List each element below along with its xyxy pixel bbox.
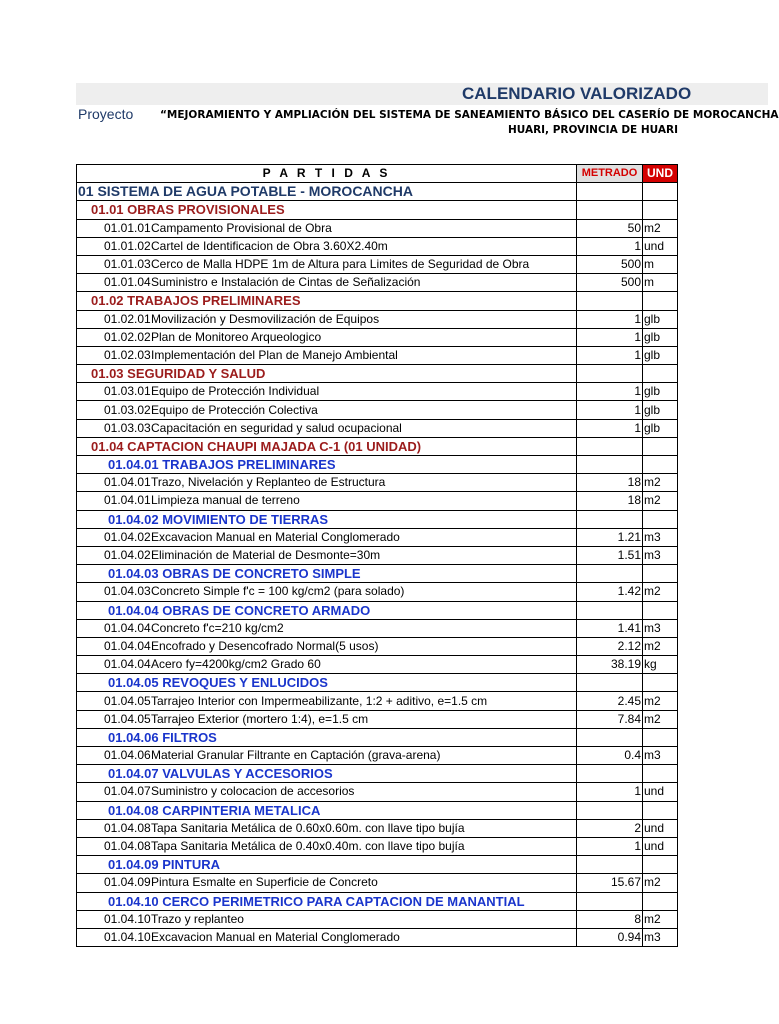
partida-description: Limpieza manual de terreno <box>151 493 300 508</box>
metrado-cell: 1.21 <box>577 528 643 546</box>
und-cell: m <box>643 255 678 273</box>
partida-description: Suministro e Instalación de Cintas de Señalización <box>151 275 421 290</box>
partida-cell <box>77 383 577 401</box>
und-cell: glb <box>643 310 678 328</box>
partidas-table <box>76 164 678 947</box>
table-row <box>77 928 678 946</box>
partida-description: Pintura Esmalte en Superficie de Concreto <box>151 875 378 890</box>
partida-code: 01.04.07 <box>104 784 151 799</box>
partida-description: Equipo de Protección Individual <box>151 384 320 399</box>
partida-cell <box>77 255 577 273</box>
partida-code: 01.02.02 <box>104 329 151 344</box>
partida-description: Excavacion Manual en Material Conglomerado <box>151 929 400 944</box>
metrado-cell: 38.19 <box>577 656 643 674</box>
table-row <box>77 528 678 546</box>
table-row <box>77 546 678 564</box>
partida-description: Tapa Sanitaria Metálica de 0.60x0.60m. con llave tipo bujía <box>151 820 465 835</box>
table-row <box>77 401 678 419</box>
table-row <box>77 619 678 637</box>
section-row <box>77 437 678 455</box>
partida-description: Tarrajeo Exterior (mortero 1:4), e=1.5 cm <box>151 711 369 726</box>
und-cell <box>643 292 678 310</box>
partida-description: Movilización y Desmovilización de Equipos <box>151 311 380 326</box>
table-row <box>77 346 678 364</box>
table-row <box>77 328 678 346</box>
partida-cell <box>77 328 577 346</box>
partida-cell <box>77 492 577 510</box>
section-row <box>77 292 678 310</box>
metrado-cell: 500 <box>577 255 643 273</box>
und-cell <box>643 510 678 528</box>
partidas-table-container <box>76 164 677 950</box>
partida-cell <box>77 346 577 364</box>
header-partidas: P A R T I D A S <box>77 165 577 183</box>
section-label: 01.04.01 TRABAJOS PRELIMINARES <box>77 456 577 474</box>
partida-code: 01.03.02 <box>104 402 151 417</box>
metrado-cell <box>577 728 643 746</box>
section-label: 01.03 SEGURIDAD Y SALUD <box>77 365 577 383</box>
partida-code: 01.04.08 <box>104 839 151 854</box>
und-cell: glb <box>643 401 678 419</box>
partida-code: 01.01.03 <box>104 257 151 272</box>
partida-code: 01.04.10 <box>104 911 151 926</box>
und-cell: m3 <box>643 619 678 637</box>
partida-description: Excavacion Manual en Material Conglomerado <box>151 529 400 544</box>
partida-code: 01.04.10 <box>104 929 151 944</box>
partida-cell <box>77 783 577 801</box>
und-cell <box>643 565 678 583</box>
und-cell: kg <box>643 656 678 674</box>
table-header-row <box>77 165 678 183</box>
subsection-row <box>77 801 678 819</box>
metrado-cell: 1 <box>577 346 643 364</box>
metrado-cell <box>577 892 643 910</box>
section-label: 01.04.05 REVOQUES Y ENLUCIDOS <box>77 674 577 692</box>
section-label: 01.01 OBRAS PROVISIONALES <box>77 201 577 219</box>
und-cell: m <box>643 274 678 292</box>
metrado-cell: 7.84 <box>577 710 643 728</box>
proyecto-description <box>160 108 779 138</box>
partida-description: Campamento Provisional de Obra <box>151 220 332 235</box>
und-cell: m2 <box>643 910 678 928</box>
partida-code: 01.04.04 <box>104 638 151 653</box>
metrado-cell <box>577 801 643 819</box>
partida-code: 01.01.04 <box>104 275 151 290</box>
partida-cell <box>77 619 577 637</box>
und-cell: glb <box>643 419 678 437</box>
metrado-cell <box>577 183 643 201</box>
partida-code: 01.03.03 <box>104 420 151 435</box>
table-row <box>77 692 678 710</box>
und-cell: und <box>643 237 678 255</box>
und-cell: m2 <box>643 492 678 510</box>
und-cell: m2 <box>643 637 678 655</box>
und-cell <box>643 856 678 874</box>
table-row <box>77 274 678 292</box>
metrado-cell <box>577 201 643 219</box>
partida-cell <box>77 928 577 946</box>
section-label: 01.04.10 CERCO PERIMETRICO PARA CAPTACION DE MANANTIAL <box>77 892 577 910</box>
partida-cell <box>77 637 577 655</box>
partida-description: Cartel de Identificacion de Obra 3.60X2.40m <box>151 238 388 253</box>
partida-code: 01.01.01 <box>104 220 151 235</box>
table-row <box>77 237 678 255</box>
partida-description: Tapa Sanitaria Metálica de 0.40x0.40m. con llave tipo bujía <box>151 839 465 854</box>
partida-description: Material Granular Filtrante en Captación (grava-arena) <box>151 748 441 763</box>
page-title: CALENDARIO VALORIZADO <box>462 84 692 103</box>
partida-cell <box>77 528 577 546</box>
section-row <box>77 365 678 383</box>
partida-cell <box>77 874 577 892</box>
partida-code: 01.02.01 <box>104 311 151 326</box>
metrado-cell <box>577 565 643 583</box>
und-cell: m2 <box>643 710 678 728</box>
metrado-cell: 1 <box>577 237 643 255</box>
und-cell <box>643 365 678 383</box>
partida-code: 01.04.01 <box>104 493 151 508</box>
metrado-cell <box>577 856 643 874</box>
partida-cell <box>77 692 577 710</box>
und-cell <box>643 201 678 219</box>
und-cell: m2 <box>643 474 678 492</box>
und-cell: glb <box>643 346 678 364</box>
subsection-row <box>77 765 678 783</box>
header-und: UND <box>643 165 678 183</box>
partida-code: 01.04.08 <box>104 820 151 835</box>
table-row <box>77 819 678 837</box>
subsection-row <box>77 456 678 474</box>
und-cell <box>643 674 678 692</box>
metrado-cell: 1.41 <box>577 619 643 637</box>
table-row <box>77 783 678 801</box>
table-row <box>77 637 678 655</box>
metrado-cell: 1 <box>577 310 643 328</box>
metrado-cell: 500 <box>577 274 643 292</box>
metrado-cell: 50 <box>577 219 643 237</box>
partida-cell <box>77 583 577 601</box>
und-cell <box>643 728 678 746</box>
partida-code: 01.02.03 <box>104 347 151 362</box>
und-cell: m2 <box>643 219 678 237</box>
und-cell: m2 <box>643 874 678 892</box>
section-label: 01 SISTEMA DE AGUA POTABLE - MOROCANCHA <box>77 183 577 201</box>
und-cell: m3 <box>643 546 678 564</box>
section-label: 01.02 TRABAJOS PRELIMINARES <box>77 292 577 310</box>
metrado-cell: 15.67 <box>577 874 643 892</box>
table-row <box>77 583 678 601</box>
und-cell <box>643 801 678 819</box>
metrado-cell <box>577 437 643 455</box>
metrado-cell <box>577 365 643 383</box>
table-row <box>77 656 678 674</box>
partida-description: Plan de Monitoreo Arqueologico <box>151 329 322 344</box>
und-cell <box>643 601 678 619</box>
subsection-row <box>77 892 678 910</box>
metrado-cell: 0.4 <box>577 747 643 765</box>
section-label: 01.04.09 PINTURA <box>77 856 577 874</box>
section-label: 01.04.07 VALVULAS Y ACCESORIOS <box>77 765 577 783</box>
partida-cell <box>77 401 577 419</box>
und-cell <box>643 765 678 783</box>
partida-description: Suministro y colocacion de accesorios <box>151 784 355 799</box>
subsection-row <box>77 601 678 619</box>
section-label: 01.04.03 OBRAS DE CONCRETO SIMPLE <box>77 565 577 583</box>
partida-cell <box>77 546 577 564</box>
metrado-cell: 1.51 <box>577 546 643 564</box>
table-row <box>77 474 678 492</box>
partida-description: Tarrajeo Interior con Impermeabilizante, 1:2 + aditivo, e=1.5 cm <box>151 693 488 708</box>
subsection-row <box>77 728 678 746</box>
und-cell <box>643 183 678 201</box>
metrado-cell: 18 <box>577 474 643 492</box>
table-row <box>77 255 678 273</box>
metrado-cell <box>577 456 643 474</box>
partida-description: Implementación del Plan de Manejo Ambiental <box>151 347 398 362</box>
table-row <box>77 219 678 237</box>
und-cell: und <box>643 819 678 837</box>
section-label: 01.04 CAPTACION CHAUPI MAJADA C-1 (01 UNIDAD) <box>77 437 577 455</box>
metrado-cell: 1 <box>577 783 643 801</box>
metrado-cell: 1.42 <box>577 583 643 601</box>
proyecto-line-1: “MEJORAMIENTO Y AMPLIACIÓN DEL SISTEMA DE SANEAMIENTO BÁSICO DEL CASERÍO DE MOROCANCHA <box>160 109 779 121</box>
metrado-cell: 1 <box>577 328 643 346</box>
partida-cell <box>77 310 577 328</box>
und-cell <box>643 892 678 910</box>
und-cell: und <box>643 783 678 801</box>
partida-code: 01.04.03 <box>104 584 151 599</box>
metrado-cell: 0.94 <box>577 928 643 946</box>
partida-cell <box>77 419 577 437</box>
partida-code: 01.04.09 <box>104 875 151 890</box>
table-body <box>77 183 678 947</box>
partida-cell <box>77 910 577 928</box>
partida-cell <box>77 656 577 674</box>
metrado-cell <box>577 510 643 528</box>
partida-description: Concreto Simple f'c = 100 kg/cm2 (para solado) <box>151 584 405 599</box>
metrado-cell: 1 <box>577 401 643 419</box>
section-label: 01.04.08 CARPINTERIA METALICA <box>77 801 577 819</box>
und-cell: m3 <box>643 528 678 546</box>
table-row <box>77 874 678 892</box>
table-row <box>77 910 678 928</box>
section-label: 01.04.02 MOVIMIENTO DE TIERRAS <box>77 510 577 528</box>
metrado-cell: 1 <box>577 837 643 855</box>
metrado-cell: 8 <box>577 910 643 928</box>
partida-description: Trazo y replanteo <box>151 911 244 926</box>
partida-description: Acero fy=4200kg/cm2 Grado 60 <box>151 657 321 672</box>
und-cell <box>643 456 678 474</box>
metrado-cell: 2.12 <box>577 637 643 655</box>
metrado-cell <box>577 292 643 310</box>
partida-code: 01.04.05 <box>104 711 151 726</box>
partida-code: 01.04.04 <box>104 657 151 672</box>
subsection-row <box>77 674 678 692</box>
partida-cell <box>77 219 577 237</box>
metrado-cell: 1 <box>577 419 643 437</box>
proyecto-label: Proyecto <box>78 106 134 122</box>
header-metrado: METRADO <box>577 165 643 183</box>
proyecto-line-2: HUARI, PROVINCIA DE HUARI <box>507 124 678 136</box>
metrado-cell: 18 <box>577 492 643 510</box>
subsection-row <box>77 565 678 583</box>
table-row <box>77 310 678 328</box>
partida-cell <box>77 747 577 765</box>
und-cell: m2 <box>643 583 678 601</box>
partida-code: 01.04.02 <box>104 548 151 563</box>
metrado-cell: 1 <box>577 383 643 401</box>
partida-description: Eliminación de Material de Desmonte=30m <box>151 548 381 563</box>
section-label: 01.04.04 OBRAS DE CONCRETO ARMADO <box>77 601 577 619</box>
partida-code: 01.04.05 <box>104 693 151 708</box>
und-cell: glb <box>643 383 678 401</box>
partida-description: Capacitación en seguridad y salud ocupacional <box>151 420 402 435</box>
table-row <box>77 837 678 855</box>
und-cell: und <box>643 837 678 855</box>
metrado-cell <box>577 674 643 692</box>
partida-cell <box>77 837 577 855</box>
partida-cell <box>77 710 577 728</box>
section-title-row <box>77 183 678 201</box>
partida-code: 01.04.01 <box>104 475 151 490</box>
subsection-row <box>77 856 678 874</box>
partida-code: 01.04.06 <box>104 748 151 763</box>
section-row <box>77 201 678 219</box>
partida-cell <box>77 474 577 492</box>
und-cell: m2 <box>643 692 678 710</box>
metrado-cell: 2.45 <box>577 692 643 710</box>
partida-description: Concreto f'c=210 kg/cm2 <box>151 620 284 635</box>
partida-description: Equipo de Protección Colectiva <box>151 402 318 417</box>
subsection-row <box>77 510 678 528</box>
partida-cell <box>77 274 577 292</box>
table-row <box>77 419 678 437</box>
partida-code: 01.04.04 <box>104 620 151 635</box>
partida-cell <box>77 237 577 255</box>
metrado-cell <box>577 601 643 619</box>
partida-description: Trazo, Nivelación y Replanteo de Estructura <box>151 475 386 490</box>
section-label: 01.04.06 FILTROS <box>77 728 577 746</box>
und-cell <box>643 437 678 455</box>
table-row <box>77 383 678 401</box>
und-cell: m3 <box>643 928 678 946</box>
partida-code: 01.04.02 <box>104 529 151 544</box>
table-row <box>77 492 678 510</box>
partida-cell <box>77 819 577 837</box>
table-row <box>77 710 678 728</box>
partida-description: Cerco de Malla HDPE 1m de Altura para Limites de Seguridad de Obra <box>151 257 530 272</box>
table-row <box>77 747 678 765</box>
partida-description: Encofrado y Desencofrado Normal(5 usos) <box>151 638 379 653</box>
und-cell: m3 <box>643 747 678 765</box>
partida-code: 01.03.01 <box>104 384 151 399</box>
metrado-cell: 2 <box>577 819 643 837</box>
partida-code: 01.01.02 <box>104 238 151 253</box>
und-cell: glb <box>643 328 678 346</box>
metrado-cell <box>577 765 643 783</box>
